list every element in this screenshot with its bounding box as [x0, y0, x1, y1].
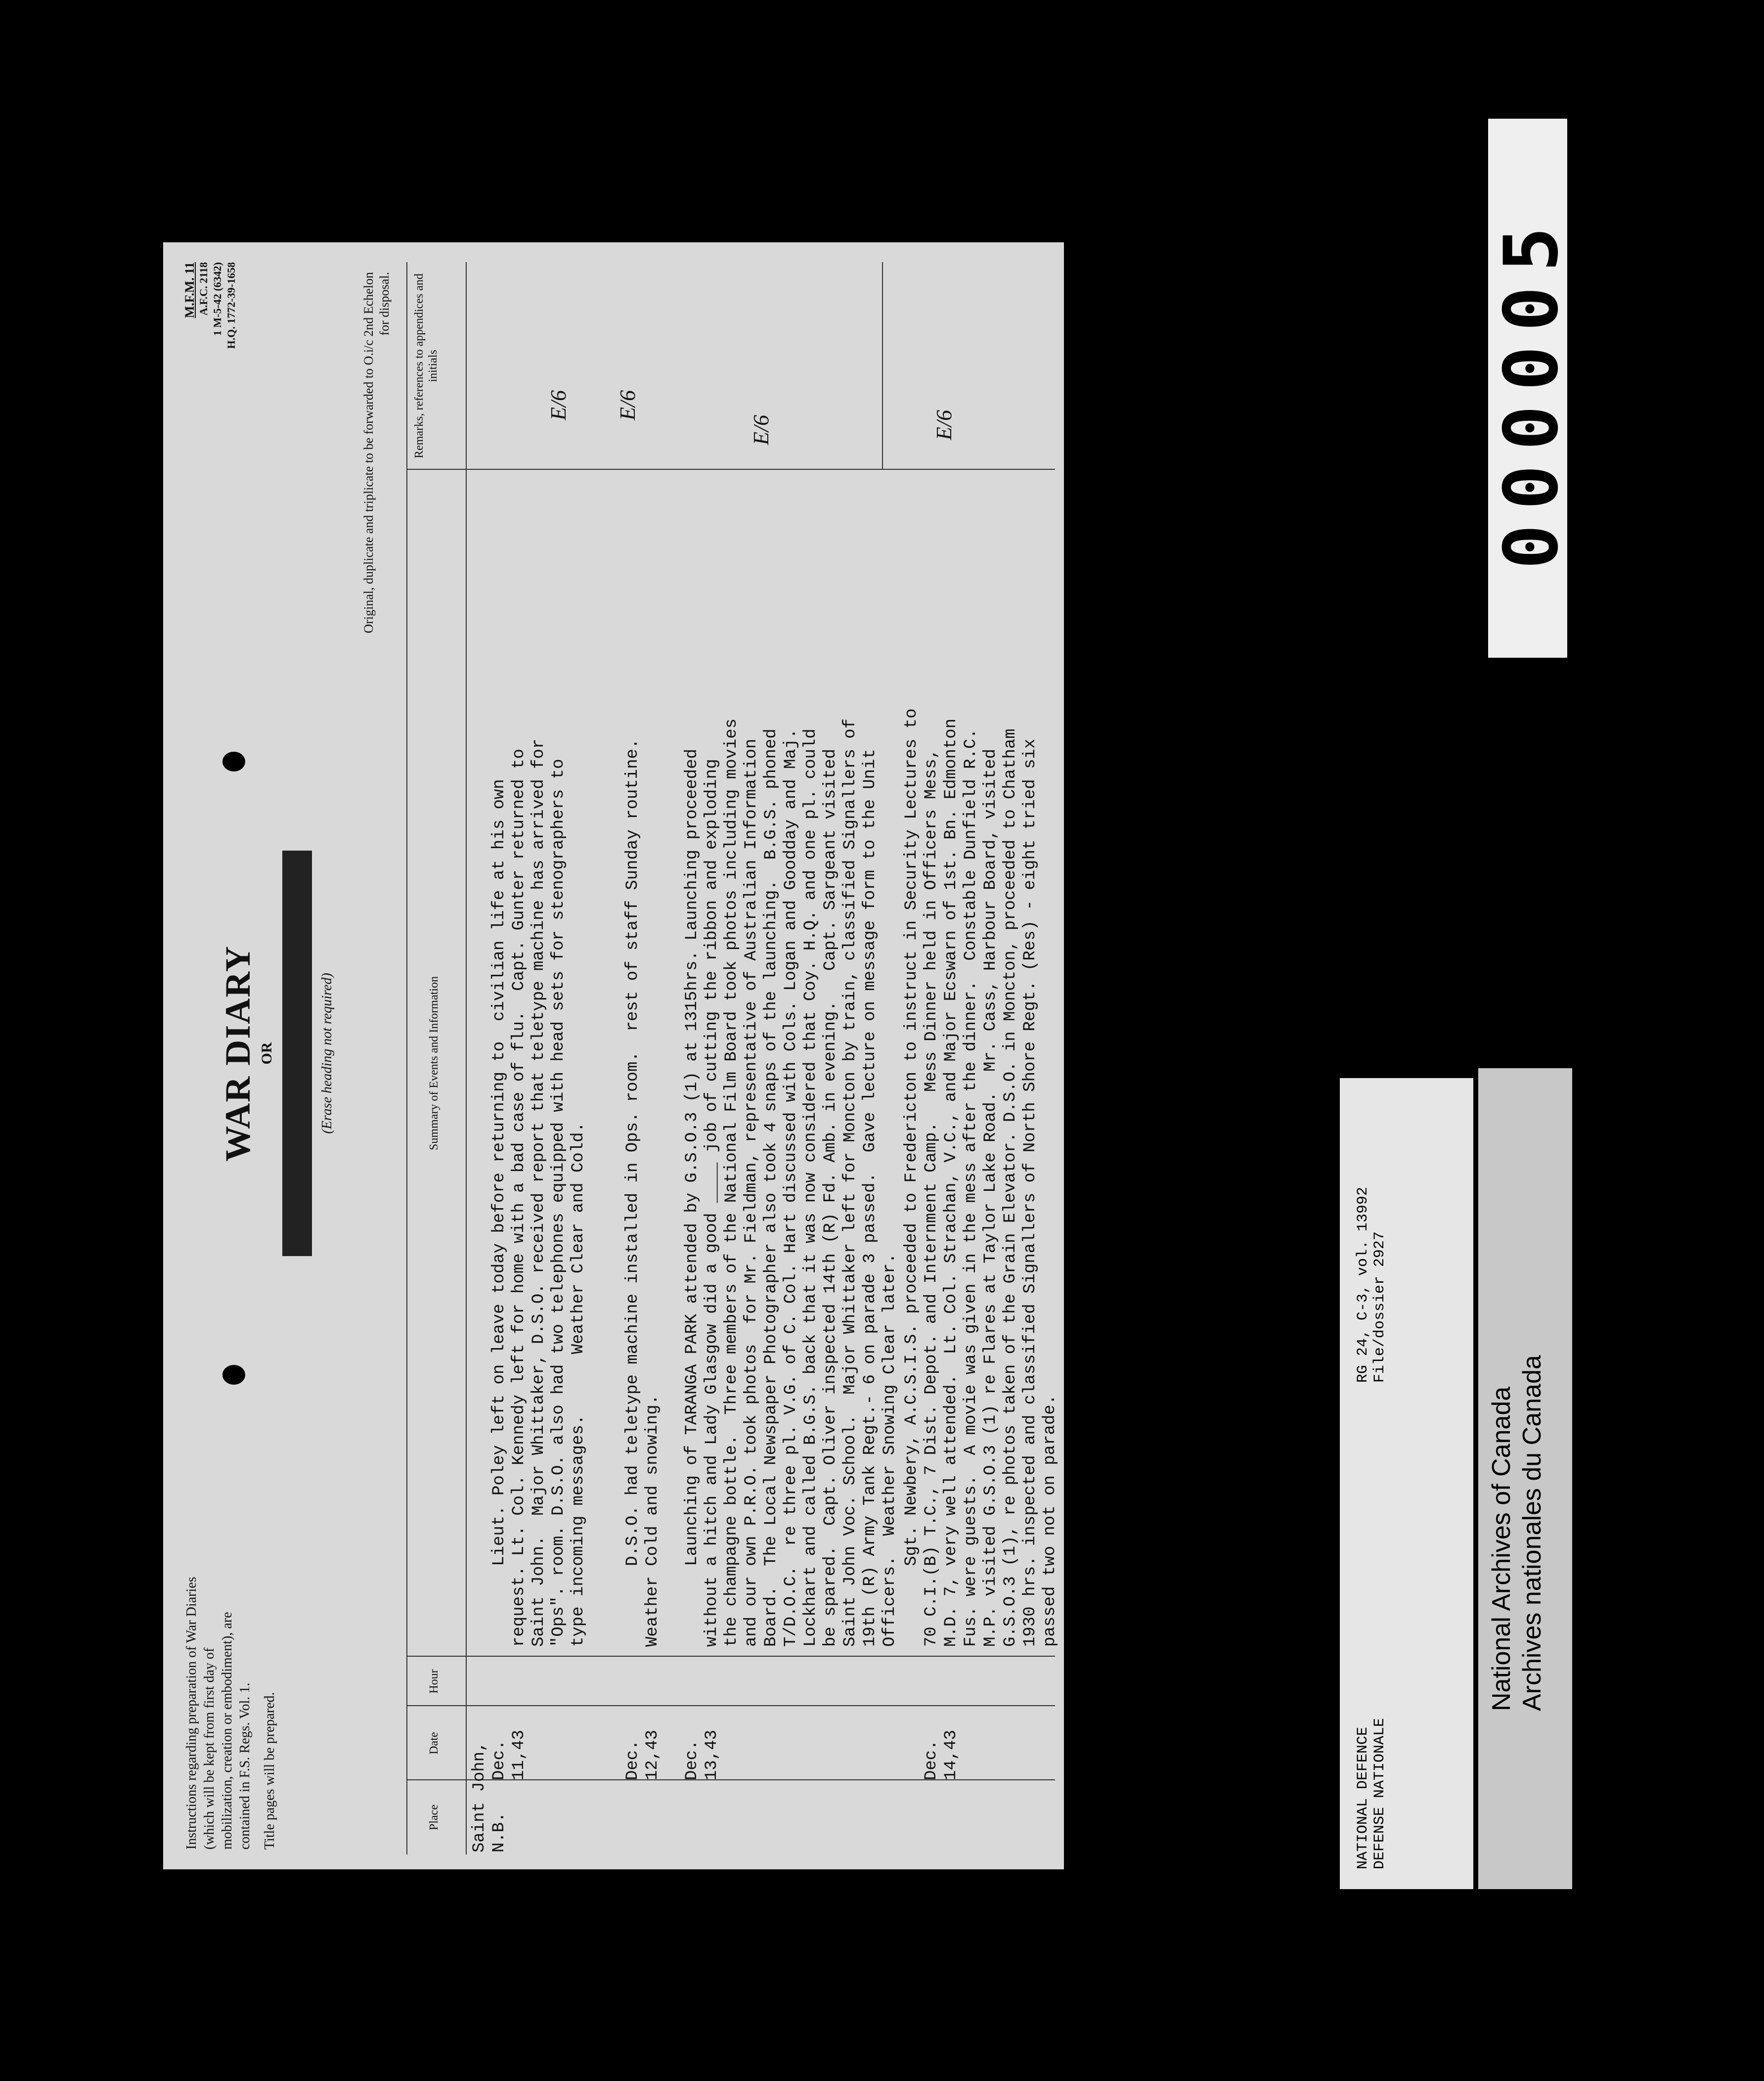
war-diary-sheet — [163, 242, 1064, 1869]
place-cell: Saint John, N.B. — [470, 1741, 509, 1853]
divider — [407, 469, 1055, 470]
title-or: OR — [259, 1042, 275, 1065]
entry-summary: D.S.O. had teletype machine installed in Ops. room. rest of staff Sunday routine. Weather Cold and snowing. — [623, 738, 662, 1647]
divider — [882, 262, 883, 470]
title-block — [218, 781, 335, 1325]
erase-note: (Erase heading not required) — [319, 973, 335, 1134]
punch-hole-left — [222, 1365, 245, 1385]
form-ref-2: 1 M-5-42 (6342) — [211, 262, 223, 336]
col-hour: Hour — [428, 1669, 441, 1694]
frame-number-strip — [1488, 119, 1575, 658]
diary-table — [406, 262, 1059, 1855]
frame-number: 000005 — [1489, 212, 1575, 569]
col-remarks: Remarks, references to appendices and initials — [413, 273, 440, 458]
entry-date: Dec. 11,43 — [490, 1729, 529, 1780]
national-archives-label — [1478, 1068, 1572, 1889]
entry-summary: Launching of TARANGA PARK attended by G.S.O.3 (1) at 1315hrs. Launching proceeded without a hitch and Lady Glasgow did a good ____ job of cutting the ribbon and exploding the champagne bottle. Three members of the National Film Board took photos including movies and our own P.R.O. took photos for Mr. Fieldman, representative of Australian Information Board. The Local Newspaper Photographer also took 4 snaps of the launching. B.G.S. phoned T/D.O.C. re three pl. V.G. of C. Col. Hart discussed with Cols. Logan and Goodday and Maj. Lockhart and called B.G.S. back that it was now considered that Coy. H.Q. and one pl. could be spared. Capt. Oliver inspected 14th (R) Fd. Amb. in evening. Capt. Sargeant visited Saint John Voc. School. Major Whittaker left for Moncton by train, classified Signallers of 19th (R) Army Tank Regt.- 6 on parade 3 passed. Gave lecture on message form to the Unit Officers. Weather Snowing Clear later. — [683, 718, 899, 1647]
instructions-text: Instructions regarding preparation of War Diaries (which will be kept from first day of mobilization, creation or embodiment), are contained in F.S. Regs. Vol. 1. — [184, 1577, 253, 1850]
entry-date: Dec. 13,43 — [683, 1729, 721, 1780]
col-summary: Summary of Events and Information — [428, 976, 441, 1150]
col-date: Date — [428, 1732, 441, 1755]
col-place: Place — [428, 1805, 441, 1830]
entry-initials: E/6 — [749, 414, 773, 445]
entry-date: Dec. 12,43 — [623, 1729, 662, 1780]
national-archives-fr: Archives nationales du Canada — [1518, 1355, 1546, 1711]
original-note: Original, duplicate and triplicate to be forwarded to O.i/c 2nd Echelon for disposal. — [361, 272, 392, 633]
entry-summary: Sgt. Newbery, A.C.S.I.S. proceeded to Fredericton to instruct in Security Lectures to 70 C.I.(B) T.C., 7 Dist. Depot. and Internment Camp. Mess Dinner held in Officers Mess, M.D. 7, very well attended. Lt. Col. Strachan, V.C., and Major Ecswarn of 1st. Bn. Edmonton Fus. were guests. A movie was given in the mess after the dinner. Constable Dunfield R.C. M.P. visited G.S.O.3 (1) re Flares at Taylor Lake Road. Mr. Cass, Harbour Board, visited G.S.O.3 (1), re photos taken of the Grain Elevator. D.S.O. in Moncton, proceeded to Chatham 1930 hrs. inspected and classified Signallers of North Shore Regt. (Res) - eight tried six passed two not on parade. — [902, 708, 1059, 1647]
national-defence-fr: DEFENSE NATIONALE — [1371, 1718, 1388, 1869]
record-group: RG 24, C-3, vol. 13992 — [1355, 1187, 1371, 1383]
entry-summary: Lieut. Poley left on leave today before returning to civilian life at his own request. Lt. Col. Kennedy left for home with a bad case of flu. Capt. Gunter returned to Saint John. Major Whittaker, D.S.O. received report that teletype machine has arrived for "Ops". room. D.S.O. also had two telephones equipped with head sets for stenographers to type incoming messages. Weather Clear and Cold. — [490, 738, 588, 1647]
divider — [407, 1656, 1055, 1657]
national-archives-en: National Archives of Canada — [1487, 1386, 1516, 1711]
form-ref-3: H.Q. 1772-39-1658 — [225, 262, 237, 349]
entry-initials: E/6 — [546, 390, 571, 420]
redacted-heading — [282, 851, 312, 1256]
entry-initials: E/6 — [616, 390, 640, 420]
archive-reference-label — [1340, 1078, 1473, 1889]
entry-date: Dec. 14,43 — [922, 1729, 961, 1780]
entry-initials: E/6 — [932, 409, 956, 440]
title-pages-note: Title pages will be prepared. — [262, 1692, 277, 1850]
header-rule — [466, 262, 467, 1855]
form-ref-1: A.F.C. 2118 — [197, 262, 210, 316]
page-title: WAR DIARY — [218, 945, 258, 1162]
national-defence-en: NATIONAL DEFENCE — [1355, 1726, 1371, 1869]
punch-hole-right — [222, 752, 245, 771]
file-dossier: File/dossier 2927 — [1371, 1231, 1388, 1383]
form-number: M.F.M. 11 — [182, 262, 197, 318]
war-diary-page — [163, 242, 1064, 1869]
